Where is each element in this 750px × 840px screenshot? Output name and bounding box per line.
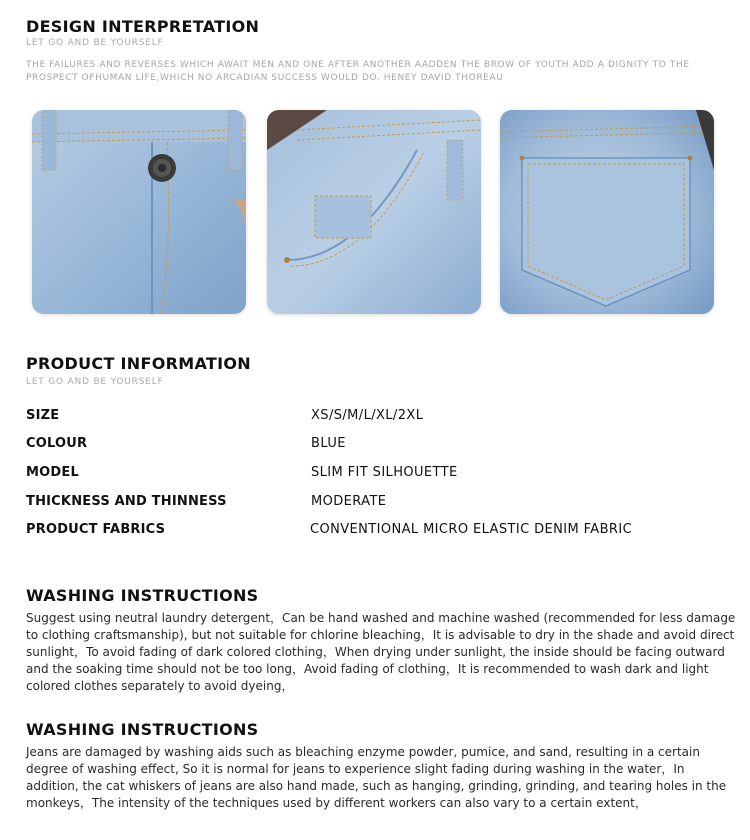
photo-back-pocket xyxy=(500,110,714,314)
photo-coin-pocket xyxy=(267,110,481,314)
design-section-title: DESIGN INTERPRETATION xyxy=(26,17,260,36)
info-value: CONVENTIONAL MICRO ELASTIC DENIM FABRIC xyxy=(310,522,633,537)
info-label: COLOUR xyxy=(26,436,88,451)
design-quote: THE FAILURES AND REVERSES WHICH AWAIT MEN AND ONE AFTER ANOTHER AADDEN THE BROW OF YOUTH ADD A DIGNITY TO THE PROSPECT OFHUMAN LIFE,WHICH NO ARCADIAN SUCCESS WOULD DO. HENEY DAVID THOREAU xyxy=(26,60,690,83)
info-label: THICKNESS AND THINNESS xyxy=(26,494,227,509)
info-label: MODEL xyxy=(26,465,79,480)
info-value: BLUE xyxy=(311,436,346,451)
info-label: PRODUCT FABRICS xyxy=(26,522,166,537)
washing-section-title: WASHING INSTRUCTIONS xyxy=(26,586,259,605)
info-label: SIZE xyxy=(26,408,60,423)
product-section-subtitle: LET GO AND BE YOURSELF xyxy=(26,377,164,387)
design-section-subtitle: LET GO AND BE YOURSELF xyxy=(26,38,164,48)
info-value: XS/S/M/L/XL/2XL xyxy=(311,408,424,423)
photo-front-button xyxy=(32,110,246,314)
washing-notes-text: Jeans are damaged by washing aids such as bleaching enzyme powder, pumice, and sand, resulting in a certain degree of washing effect, So it is normal for jeans to experience slight fading during washing in the water，In addition, the cat whiskers of jeans are also hand made, such as hanging, grinding, grinding, and tearing holes in the monkeys，The intensity of the techniques used by different workers can also vary to a certain extent， xyxy=(26,745,727,810)
product-section-title: PRODUCT INFORMATION xyxy=(26,354,251,373)
washing-instructions-text: Suggest using neutral laundry detergent，Can be hand washed and machine washed (recommended for less damage to clothing craftsmanship), but not suitable for chlorine bleaching，It is advisable to dry in the shade and avoid direct sunlight，To avoid fading of dark colored clothing，When drying under sunlight, the inside should be facing outward and the soaking time should not be too long，Avoid fading of clothing，It is recommended to wash dark and light colored clothes separately to avoid dyeing， xyxy=(26,611,736,693)
info-value: SLIM FIT SILHOUETTE xyxy=(311,465,458,480)
washing-section-title-2: WASHING INSTRUCTIONS xyxy=(26,720,259,739)
info-value: MODERATE xyxy=(311,494,387,509)
